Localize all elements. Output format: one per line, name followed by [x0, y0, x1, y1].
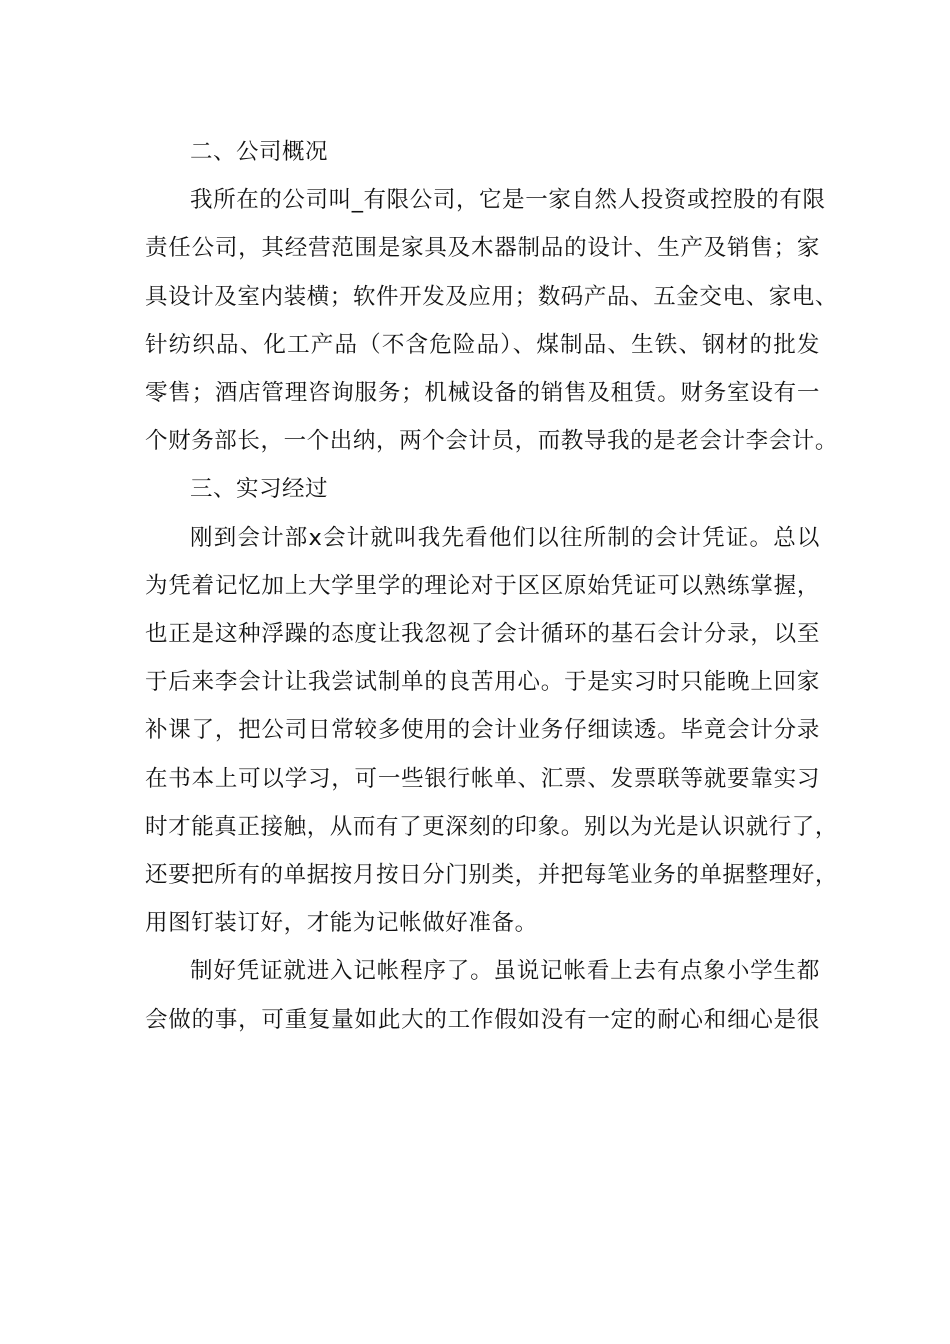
paragraph-line: 为凭着记忆加上大学里学的理论对于区区原始凭证可以熟练掌握，	[145, 572, 820, 599]
paragraph-line: 会做的事，可重复量如此大的工作假如没有一定的耐心和细心是很	[145, 1006, 820, 1033]
paragraph-line: 还要把所有的单据按月按日分门别类，并把每笔业务的单据整理好，	[145, 862, 839, 889]
section-heading-internship-process: 三、实习经过	[190, 476, 329, 503]
paragraph-line: 刚到会计部x会计就叫我先看他们以往所制的会计凭证。总以	[190, 524, 820, 551]
paragraph-line: 时才能真正接触，从而有了更深刻的印象。别以为光是认识就行了，	[145, 813, 839, 840]
paragraph-line: 个财务部长，一个出纳，两个会计员，而教导我的是老会计李会计。	[145, 428, 839, 455]
paragraph-line: 补课了，把公司日常较多使用的会计业务仔细读透。毕竟会计分录	[145, 717, 820, 744]
paragraph-line: 我所在的公司叫_有限公司，它是一家自然人投资或控股的有限	[190, 187, 826, 214]
paragraph-line: 具设计及室内装横；软件开发及应用；数码产品、五金交电、家电、	[145, 283, 839, 310]
paragraph-internship-1	[145, 514, 839, 948]
paragraph-line: 也正是这种浮躁的态度让我忽视了会计循环的基石会计分录，以至	[145, 621, 820, 648]
paragraph-line: 在书本上可以学习，可一些银行帐单、汇票、发票联等就要靠实习	[145, 765, 820, 792]
paragraph-line: 制好凭证就进入记帐程序了。虽说记帐看上去有点象小学生都	[190, 958, 820, 985]
paragraph-line: 针纺织品、化工产品（不含危险品）、煤制品、生铁、钢材的批发	[145, 331, 820, 358]
paragraph-line: 责任公司，其经营范围是家具及木器制品的设计、生产及销售；家	[145, 235, 820, 262]
paragraph-line: 用图钉装订好，才能为记帐做好准备。	[145, 910, 538, 937]
paragraph-line: 于后来李会计让我尝试制单的良苦用心。于是实习时只能晚上回家	[145, 669, 820, 696]
paragraph-line: 零售；酒店管理咨询服务；机械设备的销售及租赁。财务室设有一	[145, 380, 820, 407]
document-page	[145, 128, 839, 1044]
section-heading-company-overview: 二、公司概况	[190, 139, 329, 165]
paragraph-company-overview	[145, 176, 839, 465]
paragraph-internship-2	[145, 947, 820, 1043]
